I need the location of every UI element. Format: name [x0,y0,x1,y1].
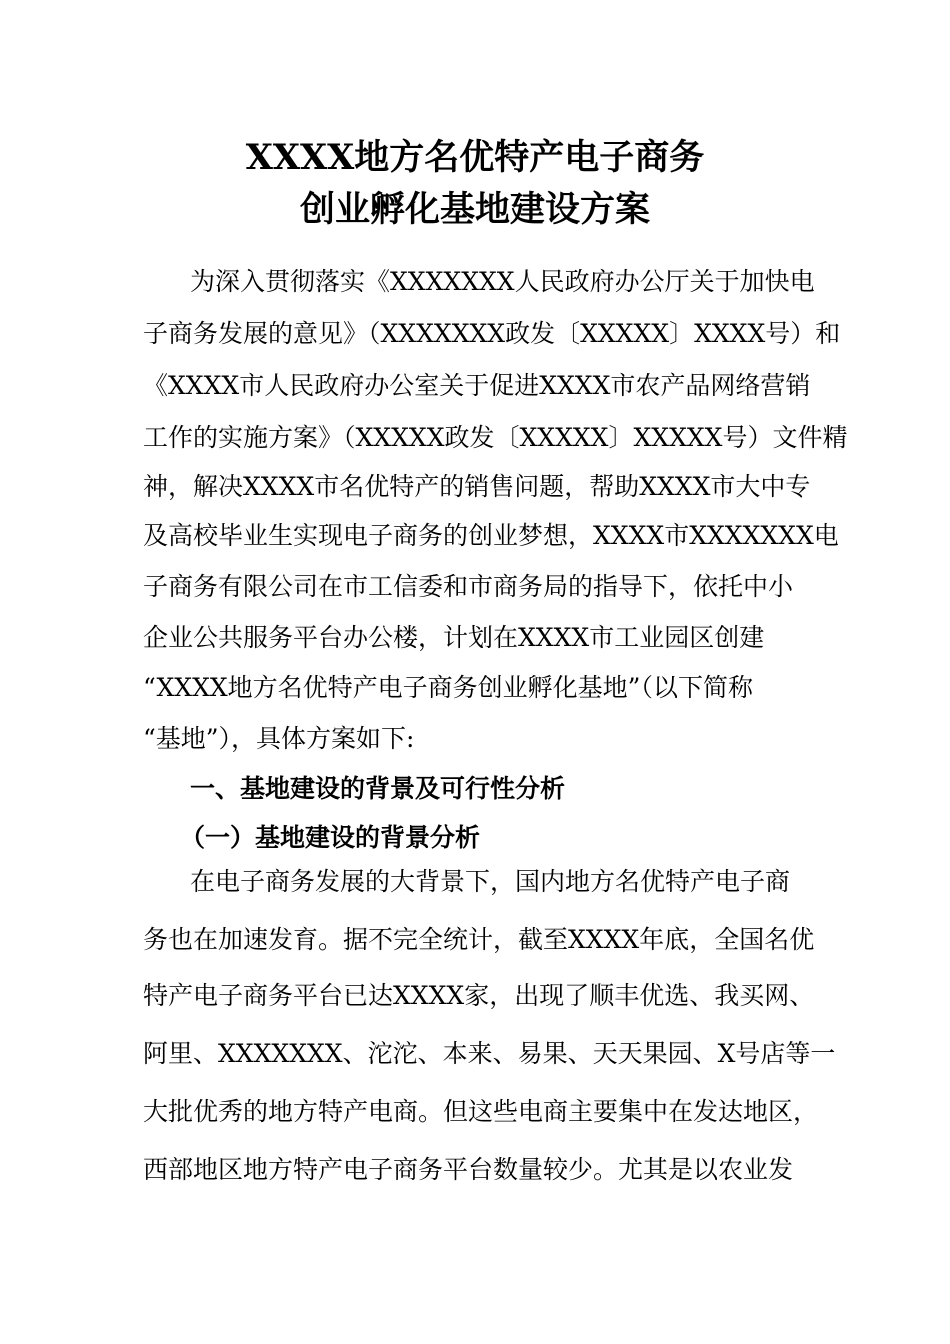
body-paragraph-line: 务也在加速发育。据不完全统计，截至XXXX年底，全国名优 [143,925,815,954]
intro-paragraph-line: 工作的实施方案》（XXXXX政发〔XXXXX〕XXXXX号）文件精 [143,423,848,452]
body-paragraph-line: 大批优秀的地方特产电商。但这些电商主要集中在发达地区， [143,1097,819,1126]
document-title-line-2: 创业孵化基地建设方案 [299,189,650,230]
body-paragraph-line: 特产电子商务平台已达XXXX家，出现了顺丰优选、我买网、 [143,981,815,1010]
intro-paragraph-line: 子商务发展的意见》（XXXXXXX政发〔XXXXX〕XXXX号）和 [143,319,841,348]
intro-paragraph-line: 及高校毕业生实现电子商务的创业梦想，XXXX市XXXXXXX电 [143,521,839,550]
subsection-heading: （一）基地建设的背景分析 [180,823,481,852]
body-paragraph-line: 西部地区地方特产电子商务平台数量较少。尤其是以农业发 [143,1155,794,1184]
intro-paragraph-line: 神，解决XXXX市名优特产的销售问题，帮助XXXX市大中专 [143,472,811,501]
section-heading: 一、基地建设的背景及可行性分析 [190,774,566,803]
intro-paragraph-line: 《XXXX市人民政府办公室关于促进XXXX市农产品网络营销 [143,371,811,400]
intro-paragraph-line: 为深入贯彻落实《XXXXXXX人民政府办公厅关于加快电 [190,267,815,296]
intro-paragraph-line: “基地”），具体方案如下: [143,724,415,753]
intro-paragraph-line: 子商务有限公司在市工信委和市商务局的指导下，依托中小 [143,572,794,601]
intro-paragraph-line: “XXXX地方名优特产电子商务创业孵化基地”（以下简称 [143,673,753,702]
body-paragraph-line: 在电子商务发展的大背景下，国内地方名优特产电子商 [190,867,791,896]
body-paragraph-line: 阿里、XXXXXXX、沱沱、本来、易果、天天果园、X号店等一 [143,1039,836,1068]
intro-paragraph-line: 企业公共服务平台办公楼，计划在XXXX市工业园区创建 [143,623,765,652]
document-title-line-1: XXXX地方名优特产电子商务 [245,137,705,178]
